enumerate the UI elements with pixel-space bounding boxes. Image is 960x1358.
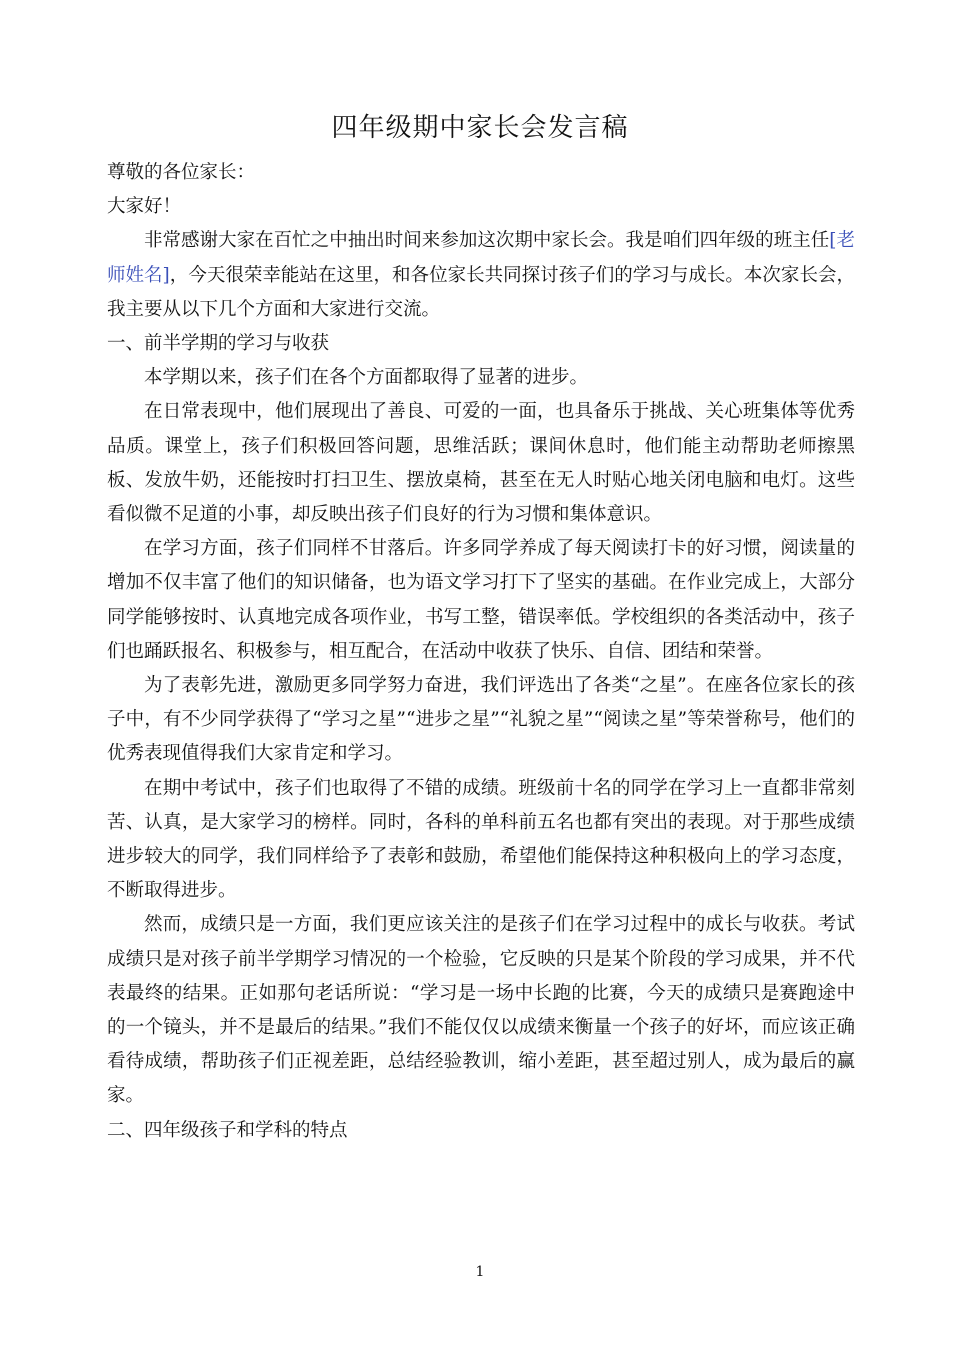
document-body [107, 156, 855, 1148]
section-heading-2: 二、四年级孩子和学科的特点 [107, 1119, 348, 1141]
page-number: 1 [475, 1264, 485, 1280]
paragraph-midterm-results: 在期中考试中，孩子们也取得了不错的成绩。班级前十名的同学在学习上一直都非常刻苦、认真，是大家学习的榜样。同时，各科的单科前五名也都有突出的表现。对于那些成绩进步较大的同学，我们同样给予了表彰和鼓励，希望他们能保持这种积极向上的学习态度，不断取得进步。 [107, 777, 855, 902]
paragraph-stars-awards: 为了表彰先进，激励更多同学努力奋进，我们评选出了各类“之星”。在座各位家长的孩子中，有不少同学获得了“学习之星”“进步之星”“礼貌之星”“阅读之星”等荣誉称号，他们的优秀表现值得我们大家肯定和学习。 [107, 675, 855, 765]
paragraph-daily-behavior: 在日常表现中，他们展现出了善良、可爱的一面，也具备乐于挑战、关心班集体等优秀品质。课堂上，孩子们积极回答问题，思维活跃；课间休息时，他们能主动帮助老师擦黑板、发放牛奶，还能按时打扫卫生、摆放桌椅，甚至在无人时贴心地关闭电脑和电灯。这些看似微不足道的小事，却反映出孩子们良好的行为习惯和集体意识。 [107, 401, 855, 526]
salutation: 尊敬的各位家长： [107, 162, 256, 183]
document-title: 四年级期中家长会发言稿 [331, 113, 629, 143]
section-heading-1: 一、前半学期的学习与收获 [107, 333, 330, 355]
teacher-name-placeholder: [老师姓名] [107, 230, 855, 286]
paragraph-view-of-grades: 然而，成绩只是一方面，我们更应该关注的是孩子们在学习过程中的成长与收获。考试成绩只是对孩子前半学期学习情况的一个检验，它反映的只是某个阶段的学习成果，并不代表最终的结果。正如那句老话所说：“学习是一场中长跑的比赛，今天的成绩只是赛跑途中的一个镜头，并不是最后的结果。”我们不能仅仅以成绩来衡量一个孩子的好坏，而应该正确看待成绩，帮助孩子们正视差距，总结经验教训，缩小差距，甚至超过别人，成为最后的赢家。 [107, 914, 855, 1107]
intro-paragraph [107, 224, 855, 327]
paragraph-progress-summary: 本学期以来，孩子们在各个方面都取得了显著的进步。 [144, 367, 589, 389]
intro-text-before: 非常感谢大家在百忙之中抽出时间来参加这次期中家长会。我是咱们四年级的班主任 [144, 230, 830, 252]
greeting: 大家好！ [107, 196, 182, 218]
intro-text-after: ，今天很荣幸能站在这里，和各位家长共同探讨孩子们的学习与成长。本次家长会，我主要从以下几个方面和大家进行交流。 [107, 264, 855, 320]
paragraph-study: 在学习方面，孩子们同样不甘落后。许多同学养成了每天阅读打卡的好习惯，阅读量的增加不仅丰富了他们的知识储备，也为语文学习打下了坚实的基础。在作业完成上，大部分同学能够按时、认真地完成各项作业，书写工整，错误率低。学校组织的各类活动中，孩子们也踊跃报名、积极参与，相互配合，在活动中收获了快乐、自信、团结和荣誉。 [107, 538, 855, 662]
